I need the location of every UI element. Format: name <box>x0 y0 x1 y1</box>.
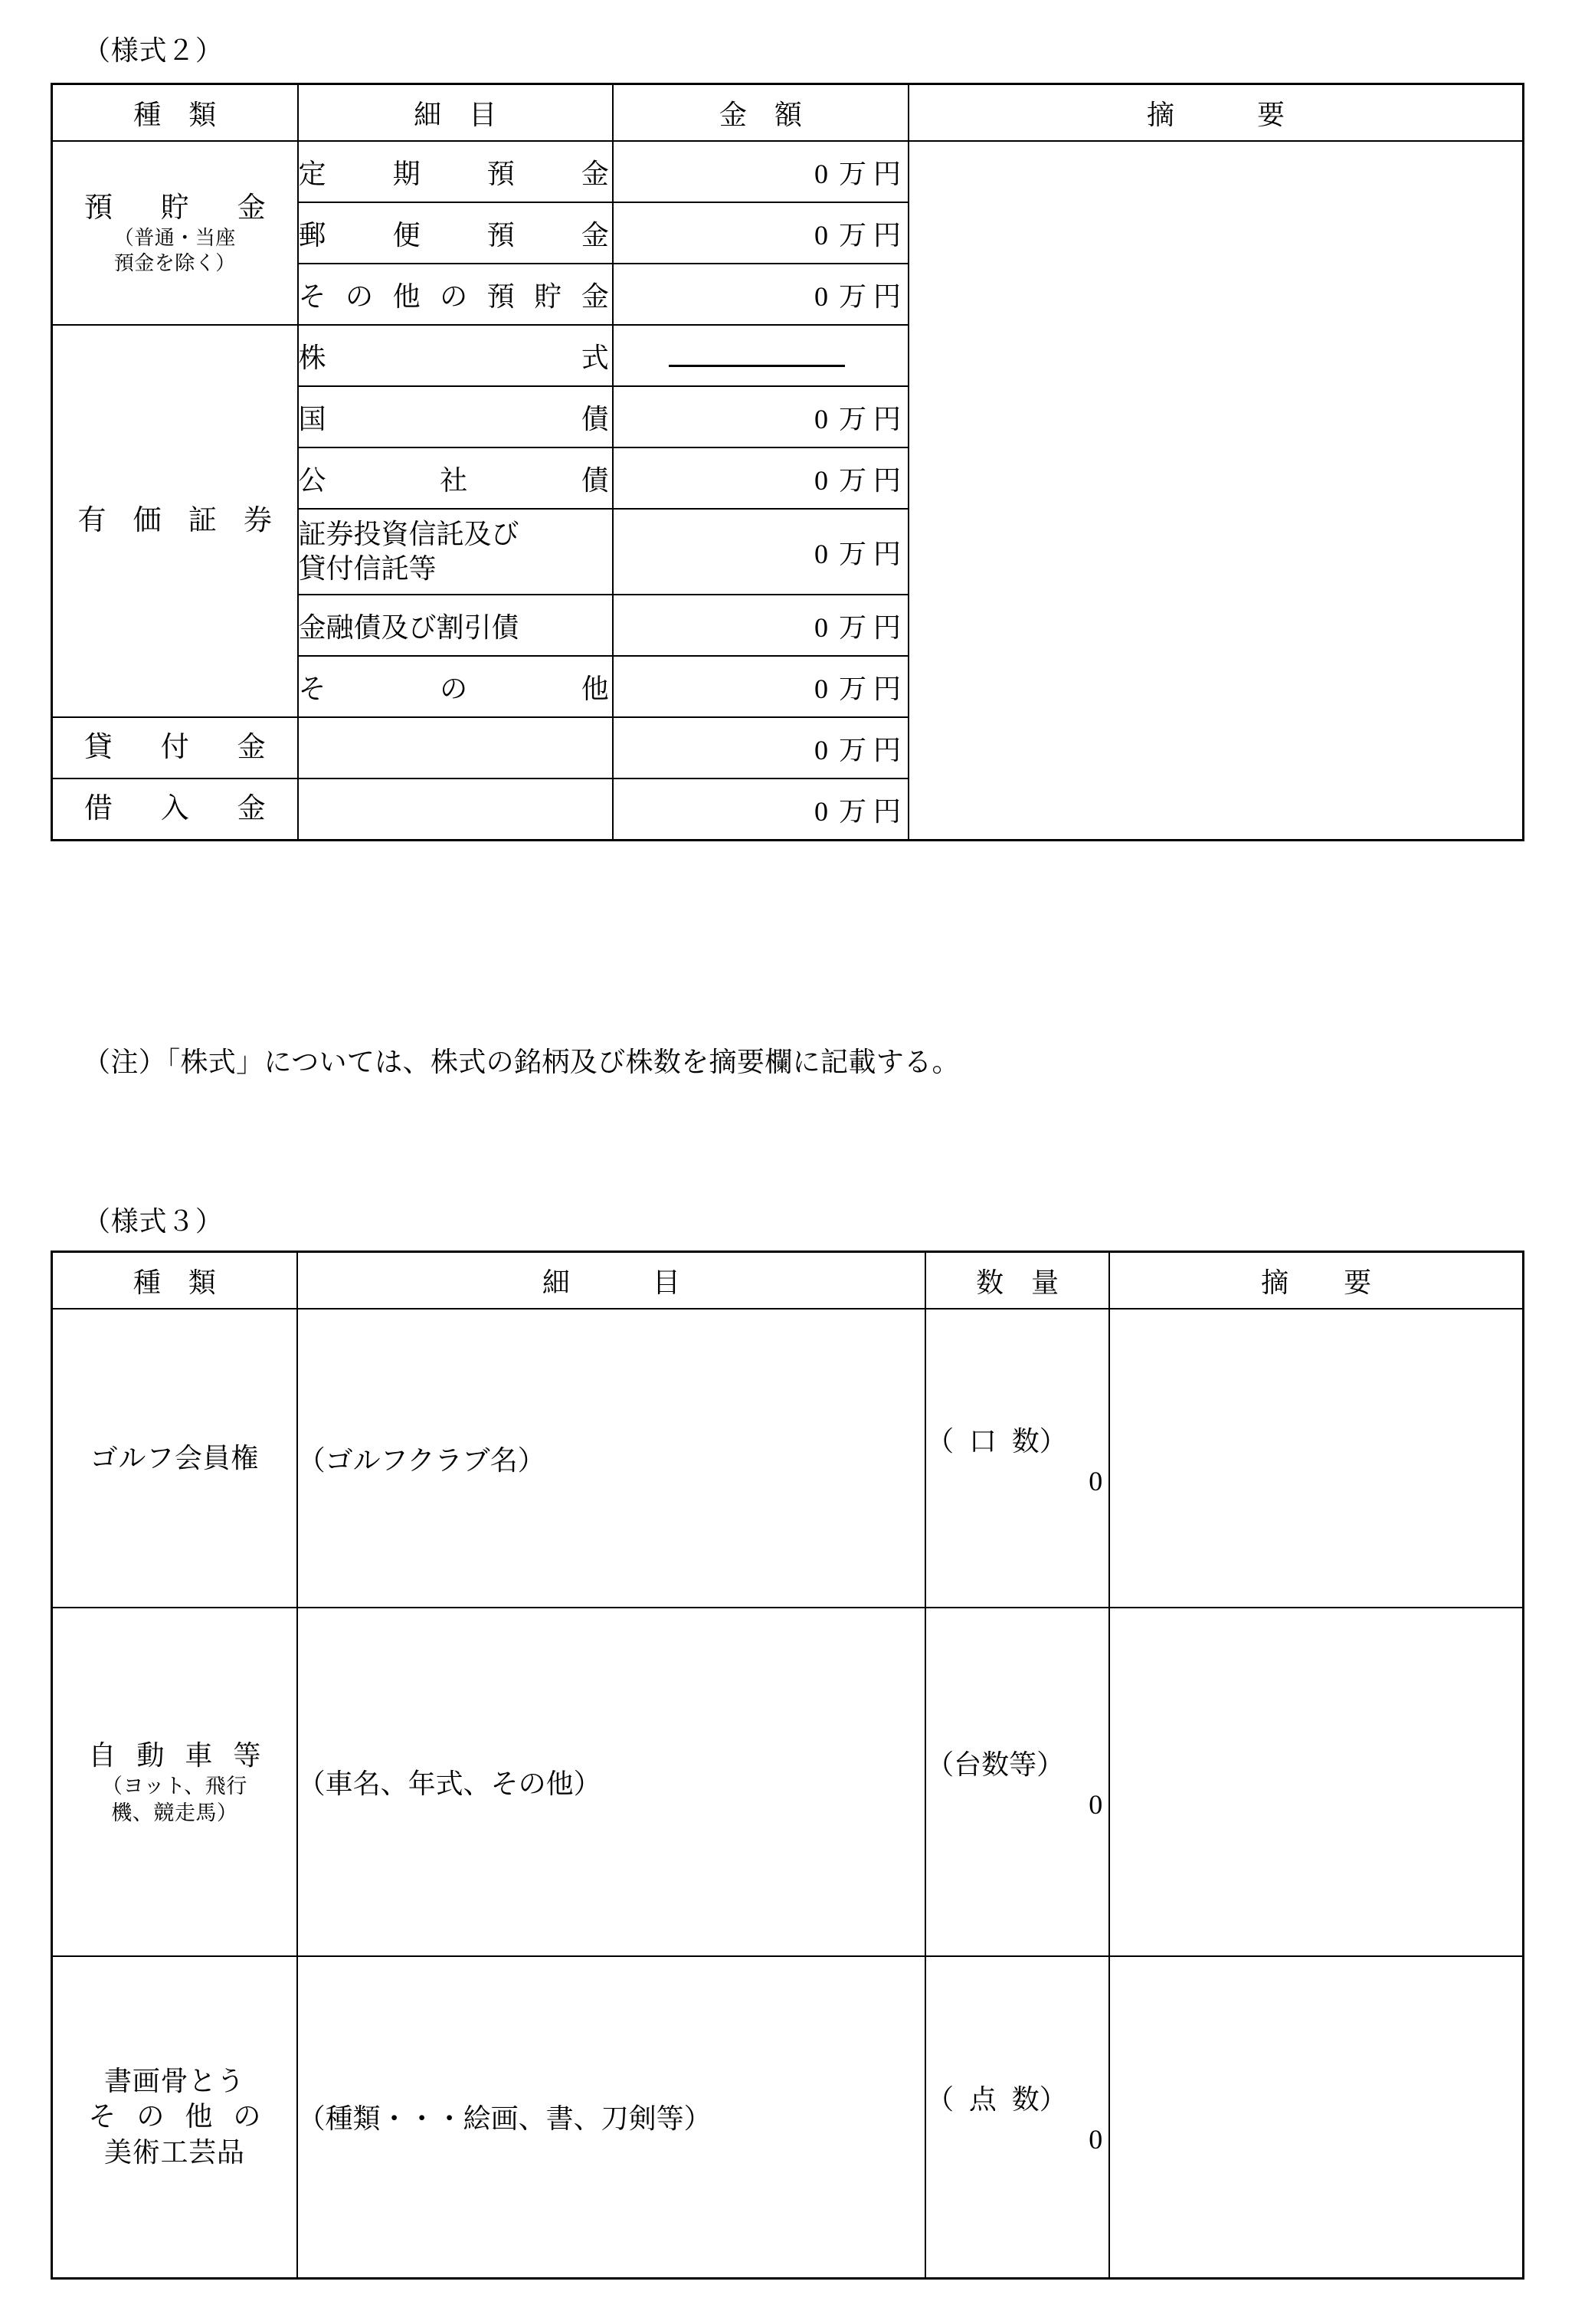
header-detail: 細 目 <box>298 84 613 142</box>
amount-cell[interactable] <box>613 656 909 717</box>
row-kind-artworks <box>52 1956 297 2278</box>
blank-rule <box>669 349 845 367</box>
kind-label: 貸 付 金 <box>83 732 276 764</box>
row-kind-automobile <box>52 1608 297 1956</box>
kind-label-2: そ の 他 の <box>88 2101 268 2132</box>
table-row <box>52 1309 1524 1608</box>
note-cell[interactable] <box>1109 1956 1523 2278</box>
amount-cell[interactable] <box>613 595 909 656</box>
kind-sublabel-2: 機、競走馬） <box>111 1801 238 1824</box>
qty-unit-open: （台数等） <box>926 1749 1065 1780</box>
table-header-row <box>52 84 1524 142</box>
qty-unit-label <box>926 2078 1108 2117</box>
amount-unit: 万円 <box>838 611 908 643</box>
detail-cell[interactable]: （種類・・・絵画、書、刀剣等） <box>297 1956 925 2278</box>
detail-cell[interactable]: （車名、年式、その他） <box>297 1608 925 1956</box>
kind-label: ゴルフ会員権 <box>90 1442 259 1473</box>
header-kind: 種 類 <box>52 84 298 142</box>
kind-label: 自 動 車 等 <box>88 1739 268 1771</box>
row-kind-securities <box>52 325 298 717</box>
note-cell[interactable] <box>1109 1309 1523 1608</box>
amount-cell[interactable] <box>613 264 909 325</box>
form2-footnote: （注）「株式」については、株式の銘柄及び株数を摘要欄に記載する。 <box>83 1047 960 1077</box>
amount-unit: 万円 <box>838 734 908 765</box>
qty-value: 0 <box>1089 2124 1103 2155</box>
amount-value: 0 <box>814 734 828 765</box>
note-cell[interactable] <box>1109 1608 1523 1956</box>
header-note: 摘 要 <box>909 84 1524 142</box>
detail-cell <box>298 656 613 717</box>
row-kind-loans-given <box>52 717 298 778</box>
form3-table <box>51 1251 1524 2280</box>
table-row <box>52 1608 1524 1956</box>
amount-value: 0 <box>814 280 828 312</box>
qty-unit-open: （点 <box>926 2084 1012 2116</box>
kind-label-3: 美術工芸品 <box>104 2137 245 2168</box>
header-note: 摘 要 <box>1109 1252 1523 1310</box>
detail-label: 郵便預金 <box>298 219 609 251</box>
amount-unit: 万円 <box>838 158 908 189</box>
qty-cell[interactable] <box>925 1309 1109 1608</box>
qty-unit-label <box>926 1420 1108 1459</box>
qty-unit-word: 数） <box>1011 1425 1067 1457</box>
detail-cell <box>298 141 613 202</box>
amount-unit: 万円 <box>838 280 908 312</box>
amount-cell[interactable] <box>613 778 909 841</box>
amount-cell[interactable] <box>613 509 909 595</box>
amount-value: 0 <box>814 611 828 643</box>
amount-unit: 万円 <box>838 538 908 569</box>
detail-label: 金融債及び割引債 <box>298 611 519 643</box>
amount-value: 0 <box>814 158 828 189</box>
kind-sublabel-2: 預金を除く） <box>113 251 236 274</box>
detail-cell <box>298 386 613 447</box>
kind-label: 有 価 証 券 <box>77 505 282 537</box>
detail-cell <box>298 325 613 386</box>
detail-label-2: 貸付信託等 <box>298 553 437 584</box>
detail-cell <box>298 264 613 325</box>
kind-label: 書画骨とう <box>104 2065 245 2096</box>
amount-value: 0 <box>814 403 828 434</box>
header-kind: 種 類 <box>52 1252 297 1310</box>
detail-label: 株式 <box>298 342 609 373</box>
note-cell[interactable] <box>909 141 1524 841</box>
kind-sublabel-1: （普通・当座 <box>113 227 236 250</box>
qty-cell[interactable] <box>925 1956 1109 2278</box>
row-kind-golf-membership <box>52 1309 297 1608</box>
detail-cell <box>298 509 613 595</box>
detail-label: 証券投資信託及び <box>298 519 519 549</box>
header-amount: 金 額 <box>613 84 909 142</box>
form3-label: （様式３） <box>83 1206 224 1237</box>
table-row <box>52 1956 1524 2278</box>
qty-cell[interactable] <box>925 1608 1109 1956</box>
amount-cell[interactable] <box>613 717 909 778</box>
amount-unit: 万円 <box>838 464 908 496</box>
detail-cell <box>298 447 613 509</box>
amount-value: 0 <box>814 464 828 496</box>
row-kind-deposits <box>52 141 298 325</box>
qty-unit-word: 数） <box>1011 2084 1067 2116</box>
detail-label: 国債 <box>298 403 609 434</box>
detail-label: その他の預貯金 <box>298 280 609 312</box>
amount-unit: 万円 <box>838 403 908 434</box>
amount-value: 0 <box>814 538 828 569</box>
qty-value: 0 <box>1089 1465 1103 1496</box>
detail-cell <box>298 595 613 656</box>
amount-value: 0 <box>814 673 828 704</box>
detail-cell[interactable]: （ゴルフクラブ名） <box>297 1309 925 1608</box>
amount-unit: 万円 <box>838 795 908 827</box>
form2-table <box>51 83 1524 841</box>
amount-unit: 万円 <box>838 219 908 251</box>
qty-value: 0 <box>1089 1789 1103 1820</box>
header-detail: 細 目 <box>297 1252 925 1310</box>
table-header-row <box>52 1252 1524 1310</box>
amount-cell[interactable] <box>613 202 909 264</box>
kind-label: 借 入 金 <box>83 793 276 825</box>
amount-cell[interactable] <box>613 141 909 202</box>
qty-unit-label <box>926 1743 1108 1782</box>
detail-label: 定期預金 <box>298 158 609 189</box>
amount-cell[interactable] <box>613 325 909 386</box>
amount-unit: 万円 <box>838 673 908 704</box>
amount-cell[interactable] <box>613 447 909 509</box>
kind-sublabel-1: （ヨット、飛行 <box>101 1775 247 1798</box>
header-qty: 数 量 <box>925 1252 1109 1310</box>
detail-label: その他 <box>298 673 609 704</box>
detail-cell <box>298 778 613 841</box>
form2-label: （様式２） <box>83 35 224 66</box>
detail-cell <box>298 717 613 778</box>
table-row <box>52 141 1524 202</box>
qty-unit-open: （口 <box>926 1425 1012 1457</box>
row-kind-loans-taken <box>52 778 298 841</box>
amount-value: 0 <box>814 795 828 827</box>
amount-cell[interactable] <box>613 386 909 447</box>
amount-value: 0 <box>814 219 828 251</box>
kind-label: 預 貯 金 <box>83 192 276 224</box>
detail-cell <box>298 202 613 264</box>
detail-label: 公社債 <box>298 464 609 496</box>
